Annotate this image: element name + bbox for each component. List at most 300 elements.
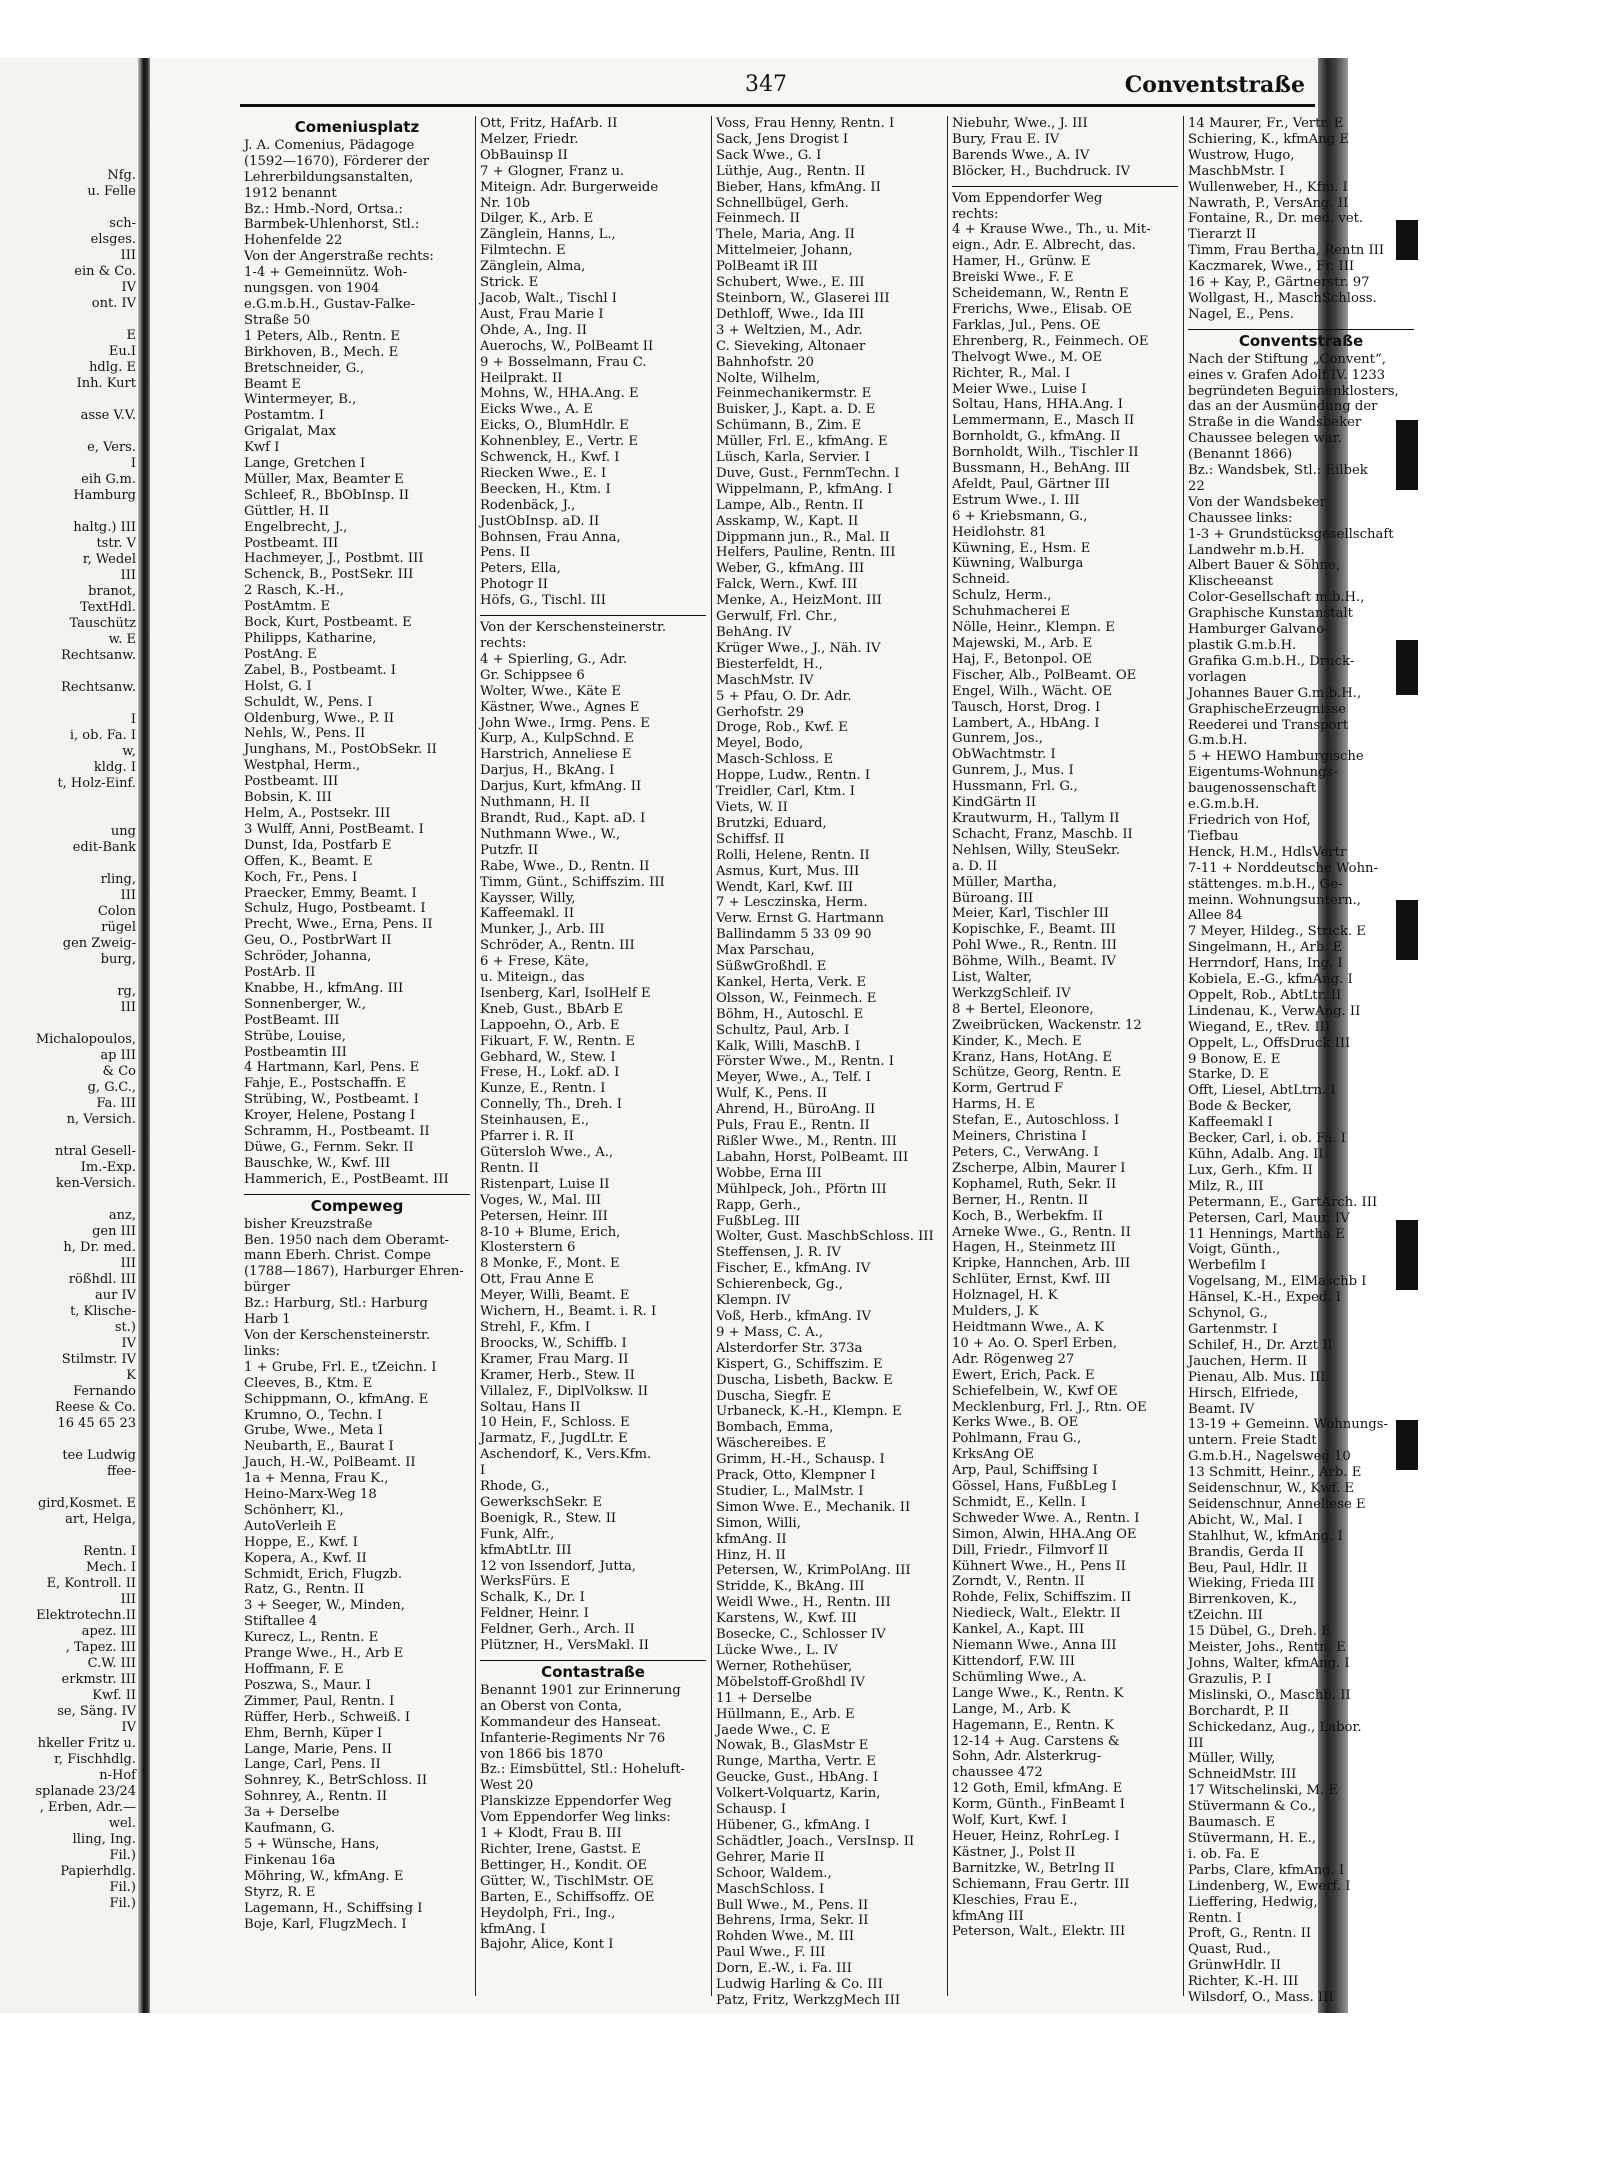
directory-entry: tZeichn. III bbox=[1188, 1608, 1263, 1624]
directory-entry: Bode & Becker, bbox=[1188, 1099, 1292, 1115]
directory-entry: Bretschneider, G., bbox=[244, 360, 365, 376]
directory-entry: Schynol, G., bbox=[1188, 1306, 1268, 1322]
section-rule bbox=[1188, 329, 1414, 330]
directory-entry: Lambert, A., HbAng. I bbox=[952, 715, 1100, 731]
directory-entry: Kästner, Wwe., Agnes E bbox=[480, 699, 640, 715]
fragment-line: r, Fischhdlg. bbox=[54, 1752, 136, 1767]
directory-entry: Bz.: Hmb.-Nord, Ortsa.: bbox=[244, 201, 403, 217]
fragment-line: Im.-Exp. bbox=[80, 1160, 136, 1175]
directory-entry: Hüllmann, E., Arb. E bbox=[716, 1706, 855, 1722]
fragment-line: splanade 23/24 bbox=[35, 1784, 136, 1799]
directory-entry: Schiering, K., kfmAng E bbox=[1188, 131, 1349, 147]
directory-entry: Düwe, G., Fernm. Sekr. II bbox=[244, 1140, 414, 1155]
directory-entry: Simon, Alwin, HHA.Ang OE bbox=[952, 1526, 1137, 1542]
directory-entry: Von der Kerschensteinerstr. bbox=[480, 620, 667, 636]
directory-entry: Bieber, Hans, kfmAng. II bbox=[716, 179, 881, 195]
directory-entry: Barends Wwe., A. IV bbox=[952, 147, 1090, 163]
directory-entry: 6 + Kriebsmann, G., bbox=[952, 508, 1088, 524]
directory-entry: 3a + Derselbe bbox=[244, 1805, 340, 1821]
running-head: Conventstraße bbox=[1124, 72, 1305, 98]
directory-entry: 5 + Pfau, O. Dr. Adr. bbox=[716, 688, 852, 704]
directory-entry: Oppelt, Rob., AbtLtr. II bbox=[1188, 987, 1342, 1003]
directory-entry: Thelvogt Wwe., M. OE bbox=[952, 349, 1103, 365]
directory-entry: Hamer, H., Grünw. E bbox=[952, 254, 1091, 270]
directory-entry: Precht, Wwe., Erna, Pens. II bbox=[244, 917, 433, 933]
directory-entry: Kohnenbley, E., Vertr. E bbox=[480, 434, 639, 450]
directory-entry: 1 Peters, Alb., Rentn. E bbox=[244, 328, 401, 344]
directory-entry: Riecken Wwe., E. I bbox=[480, 465, 607, 481]
directory-entry: Knabbe, H., kfmAng. III bbox=[244, 980, 404, 996]
directory-entry: Fontaine, R., Dr. med. vet. bbox=[1188, 211, 1364, 227]
directory-entry: Kobiela, E.-G., kfmAng. I bbox=[1188, 972, 1353, 988]
directory-entry: Falck, Wern., Kwf. III bbox=[716, 577, 858, 593]
directory-entry: Kühn, Adalb. Ang. II bbox=[1188, 1147, 1324, 1162]
directory-entry: 15 Dübel, G., Dreh. E bbox=[1188, 1624, 1331, 1640]
directory-entry: Albert Bauer & Söhne, bbox=[1188, 558, 1341, 574]
directory-entry: Wippelmann, P., kfmAng. I bbox=[716, 481, 893, 497]
directory-entry: Feinmech. II bbox=[716, 211, 800, 227]
directory-entry: Arneke Wwe., G., Rentn. II bbox=[952, 1224, 1131, 1240]
directory-entry: Gütersloh Wwe., A., bbox=[480, 1145, 614, 1160]
directory-entry: Schütze, Georg, Rentn. E bbox=[952, 1065, 1122, 1081]
fragment-line bbox=[0, 1128, 136, 1144]
directory-entry: bisher Kreuzstraße bbox=[244, 1216, 373, 1232]
directory-entry: Tausch, Horst, Drog. I bbox=[952, 699, 1101, 715]
directory-entry: 8 Monke, F., Mont. E bbox=[480, 1256, 620, 1272]
directory-entry: Lange, Marie, Pens. II bbox=[244, 1741, 392, 1757]
directory-entry: Nuthmann, H. II bbox=[480, 795, 590, 811]
directory-entry: Schubert, Wwe., E. III bbox=[716, 275, 865, 291]
directory-entry: Rohden Wwe., M. III bbox=[716, 1929, 855, 1945]
directory-entry: Schneid. bbox=[952, 572, 1011, 588]
directory-entry: Schnellbügel, Gerh. bbox=[716, 195, 849, 211]
fragment-line bbox=[0, 696, 136, 712]
page-header bbox=[240, 72, 1315, 106]
directory-entry: MaschSchloss. I bbox=[716, 1881, 825, 1897]
directory-entry: Hammerich, E., PostBeamt. III bbox=[244, 1171, 449, 1187]
directory-entry: Chaussee belegen war. bbox=[1188, 431, 1342, 447]
fragment-line: K bbox=[126, 1368, 136, 1383]
directory-entry: PostArb. II bbox=[244, 965, 316, 981]
directory-entry: Herrndorf, Hans, Ing. I bbox=[1188, 956, 1343, 972]
directory-entry: Hoppe, Ludw., Rentn. I bbox=[716, 768, 871, 784]
directory-entry: Bz.: Harburg, Stl.: Harburg bbox=[244, 1296, 428, 1312]
fragment-line: e, Vers. bbox=[87, 440, 136, 455]
directory-entry: 1912 benannt bbox=[244, 185, 337, 201]
directory-entry: Strick. E bbox=[480, 275, 539, 291]
fragment-line: 16 45 65 23 bbox=[57, 1416, 136, 1431]
directory-entry: Schümling Wwe., A. bbox=[952, 1669, 1087, 1685]
fragment-line bbox=[0, 1432, 136, 1448]
fragment-line: Fil.) bbox=[109, 1896, 136, 1911]
directory-entry: 10 Hein, F., Schloss. E bbox=[480, 1415, 630, 1431]
fragment-line: ung bbox=[110, 824, 136, 839]
directory-entry: Boje, Karl, FlugzMech. I bbox=[244, 1916, 407, 1932]
section-rule bbox=[244, 1194, 470, 1195]
directory-entry: Kästner, J., Polst II bbox=[952, 1844, 1076, 1860]
directory-entry: Darjus, H., BkAng. I bbox=[480, 763, 615, 779]
directory-entry: Kroyer, Helene, Postang I bbox=[244, 1108, 416, 1124]
directory-entry: 13 Schmitt, Heinr., Arb. E bbox=[1188, 1465, 1362, 1481]
directory-entry: Tiefbau bbox=[1188, 828, 1239, 844]
directory-entry: Offt, Liesel, AbtLtrn. I bbox=[1188, 1083, 1336, 1099]
directory-entry: 3 Wulff, Anni, PostBeamt. I bbox=[244, 821, 424, 837]
directory-entry: Rodenbäck, J., bbox=[480, 497, 576, 513]
directory-entry: Borchardt, P. II bbox=[1188, 1703, 1290, 1719]
directory-entry: Stiftallee 4 bbox=[244, 1614, 318, 1630]
directory-entry: Petersen, Heinr. III bbox=[480, 1208, 608, 1224]
directory-entry: Ott, Frau Anne E bbox=[480, 1272, 594, 1288]
directory-entry: Mittelmeier, Johann, bbox=[716, 243, 853, 259]
directory-entry: Bz.: Eimsbüttel, Stl.: Hoheluft- bbox=[480, 1762, 685, 1778]
directory-entry: Masch-Schloss. E bbox=[716, 752, 834, 768]
directory-entry: Estrum Wwe., I. III bbox=[952, 492, 1080, 508]
directory-entry: Lüsch, Karla, Servier. I bbox=[716, 450, 870, 466]
directory-entry: Kramer, Herb., Stew. II bbox=[480, 1367, 635, 1383]
directory-entry: plastik G.m.b.H. bbox=[1188, 638, 1297, 653]
fragment-line: gen Zweig- bbox=[62, 936, 136, 951]
directory-entry: Wolter, Wwe., Käte E bbox=[480, 683, 622, 699]
fragment-line: branot, bbox=[88, 584, 136, 599]
directory-entry: Barmbek-Uhlenhorst, Stl.: bbox=[244, 217, 420, 233]
directory-entry: Vom Eppendorfer Weg links: bbox=[480, 1810, 671, 1826]
directory-entry: Seidenschnur, W., Kwf. E bbox=[1188, 1481, 1355, 1497]
directory-entry: Steinhausen, E., bbox=[480, 1113, 590, 1129]
directory-entry: Lücke Wwe., L. IV bbox=[716, 1643, 838, 1658]
directory-entry: Kopera, A., Kwf. II bbox=[244, 1550, 367, 1566]
directory-entry: MaschMstr. IV bbox=[716, 672, 814, 688]
directory-entry: Sohnrey, A., Rentn. II bbox=[244, 1789, 388, 1805]
fragment-line: n-Hof bbox=[99, 1768, 136, 1783]
directory-entry: 6 + Frese, Käte, bbox=[480, 954, 590, 970]
fragment-line bbox=[0, 312, 136, 328]
fragment-line: Fil.) bbox=[109, 1848, 136, 1863]
directory-entry: Höfs, G., Tischl. III bbox=[480, 593, 607, 609]
fragment-line: E, Kontroll. II bbox=[46, 1576, 136, 1591]
fragment-line: Kwf. II bbox=[92, 1688, 136, 1703]
directory-entry: Bock, Kurt, Postbeamt. E bbox=[244, 615, 412, 631]
directory-entry: Petersen, Carl, Maur. IV bbox=[1188, 1210, 1350, 1226]
directory-entry: 17 Witschelinski, M. E bbox=[1188, 1783, 1339, 1799]
directory-entry: Darjus, Kurt, kfmAng. II bbox=[480, 779, 642, 795]
directory-entry: Buisker, J., Kapt. a. D. E bbox=[716, 402, 876, 418]
directory-entry: Bobsin, K. III bbox=[244, 790, 332, 806]
directory-entry: Berner, H., Rentn. II bbox=[952, 1192, 1089, 1208]
directory-entry: Johns, Walter, kfmAng. I bbox=[1188, 1656, 1350, 1671]
directory-entry: kfmAbtLtr. III bbox=[480, 1542, 572, 1558]
fragment-line bbox=[0, 424, 136, 440]
directory-entry: e.G.m.b.H. bbox=[1188, 797, 1260, 813]
directory-entry: Nehls, W., Pens. II bbox=[244, 726, 366, 742]
directory-entry: Hänsel, K.-H., Exped. I bbox=[1188, 1290, 1341, 1306]
directory-entry: Pohl Wwe., R., Rentn. III bbox=[952, 938, 1117, 954]
directory-entry: Putzfr. II bbox=[480, 842, 539, 858]
directory-entry: PolBeamt iR III bbox=[716, 259, 818, 275]
directory-entry: Klosterstern 6 bbox=[480, 1240, 576, 1256]
fragment-line: I bbox=[130, 712, 136, 727]
directory-entry: Menke, A., HeizMont. III bbox=[716, 593, 882, 609]
fragment-line: Inh. Kurt bbox=[76, 376, 136, 391]
directory-entry: Schiffsf. II bbox=[716, 831, 785, 847]
directory-entry: Ratz, G., Rentn. II bbox=[244, 1582, 365, 1598]
directory-entry: Feldner, Gerh., Arch. II bbox=[480, 1622, 635, 1638]
directory-entry: Kaczmarek, Wwe., Fr. III bbox=[1188, 259, 1355, 275]
directory-entry: Dilger, K., Arb. E bbox=[480, 211, 594, 227]
directory-entry: J. A. Comenius, Pädagoge bbox=[244, 137, 415, 153]
directory-entry: i. ob. Fa. E bbox=[1188, 1846, 1260, 1862]
directory-entry: Lieffering, Hedwig, bbox=[1188, 1894, 1318, 1910]
directory-entry: Melzer, Friedr. bbox=[480, 131, 579, 147]
directory-entry: Bz.: Wandsbek, Stl.: Eilbek bbox=[1188, 463, 1368, 479]
fragment-line: Rechtsanw. bbox=[61, 648, 136, 663]
directory-entry: Schuhmacherei E bbox=[952, 604, 1071, 620]
directory-entry: 8-10 + Blume, Erich, bbox=[480, 1224, 621, 1240]
directory-entry: Puls, Frau E., Rentn. II bbox=[716, 1118, 870, 1134]
fragment-line bbox=[0, 1480, 136, 1496]
directory-entry: Böhme, Wilh., Beamt. IV bbox=[952, 954, 1116, 970]
directory-entry: Fahje, E., Postschaffn. E bbox=[244, 1076, 406, 1092]
directory-entry: (1592—1670), Förderer der bbox=[244, 153, 430, 169]
directory-entry: Chaussee links: bbox=[1188, 510, 1293, 526]
directory-entry: Niemann Wwe., Anna III bbox=[952, 1638, 1117, 1654]
fragment-line: burg, bbox=[100, 952, 136, 967]
directory-entry: Kaufmann, G. bbox=[244, 1821, 336, 1837]
directory-entry: 9 + Mass, C. A., bbox=[716, 1324, 824, 1340]
directory-entry: Schuldt, W., Pens. I bbox=[244, 694, 373, 710]
directory-entry: Heydolph, Fri., Ing., bbox=[480, 1905, 616, 1921]
directory-entry: Von der Angerstraße rechts: bbox=[244, 249, 434, 265]
fragment-line bbox=[0, 392, 136, 408]
directory-entry: Koch, Fr., Pens. I bbox=[244, 869, 358, 885]
directory-entry: Sack, Jens Drogist I bbox=[716, 131, 849, 147]
directory-entry: Beu, Paul, Hdlr. II bbox=[1188, 1560, 1308, 1576]
directory-entry: JustObInsp. aD. II bbox=[480, 513, 600, 529]
directory-entry: Baumasch. E bbox=[1188, 1815, 1276, 1831]
directory-entry: 1-3 + Grundstücksgesellschaft bbox=[1188, 526, 1394, 542]
directory-entry: kfmAng. II bbox=[716, 1531, 787, 1547]
directory-entry: Von der Wandsbeker bbox=[1188, 494, 1326, 510]
directory-entry: Ludwig Harling & Co. III bbox=[716, 1977, 883, 1993]
directory-entry: u. Miteign., das bbox=[480, 970, 585, 986]
directory-entry: Gütter, W., TischlMstr. OE bbox=[480, 1873, 654, 1889]
directory-entry: Farklas, Jul., Pens. OE bbox=[952, 317, 1101, 333]
directory-entry: Parbs, Clare, kfmAng. I bbox=[1188, 1862, 1345, 1878]
directory-entry: Klempn. IV bbox=[716, 1293, 791, 1309]
directory-entry: bürger bbox=[244, 1280, 290, 1296]
directory-entry: Philipps, Katharine, bbox=[244, 631, 377, 646]
directory-entry: Auerochs, W., PolBeamt II bbox=[480, 338, 654, 354]
directory-entry: Feinmechanikermstr. E bbox=[716, 386, 872, 402]
directory-entry: Hagen, H., Steinmetz III bbox=[952, 1240, 1116, 1256]
directory-entry: Engel, Wilh., Wächt. OE bbox=[952, 683, 1113, 699]
directory-entry: Müller, Frl. E., kfmAng. E bbox=[716, 434, 888, 450]
directory-entry: Kankel, A., Kapt. III bbox=[952, 1622, 1085, 1638]
directory-entry: Petersen, W., KrimPolAng. III bbox=[716, 1563, 911, 1579]
directory-entry: Lappoehn, O., Arb. E bbox=[480, 1017, 620, 1033]
directory-entry: Volkert-Volquartz, Karin, bbox=[716, 1786, 881, 1802]
directory-entry: Rißler Wwe., M., Rentn. III bbox=[716, 1134, 897, 1149]
directory-entry: Kispert, G., Schiffszim. E bbox=[716, 1356, 883, 1372]
directory-entry: Schmidt, E., Kelln. I bbox=[952, 1494, 1086, 1510]
directory-entry: Poszwa, S., Maur. I bbox=[244, 1677, 371, 1693]
directory-entry: Bull Wwe., M., Pens. II bbox=[716, 1897, 869, 1913]
directory-entry: AutoVerleih E bbox=[244, 1518, 337, 1534]
directory-entry: Gerhofstr. 29 bbox=[716, 704, 805, 720]
directory-entry: Bohnsen, Frau Anna, bbox=[480, 529, 621, 545]
street-heading: Conventstraße bbox=[1238, 331, 1364, 350]
directory-entry: Strehl, F., Kfm. I bbox=[480, 1319, 591, 1335]
directory-entry: Geu, O., PostbrWart II bbox=[244, 933, 392, 949]
column-divider bbox=[711, 116, 712, 1996]
directory-entry: Lange, M., Arb. K bbox=[952, 1701, 1071, 1717]
directory-entry: 14 Maurer, Fr., Vertr. E bbox=[1188, 116, 1344, 131]
directory-entry: Schweder Wwe. A., Rentn. I bbox=[952, 1510, 1140, 1526]
directory-column-5 bbox=[1188, 116, 1414, 2006]
directory-entry: Kühnert Wwe., H., Pens II bbox=[952, 1558, 1126, 1574]
fragment-line bbox=[0, 1016, 136, 1032]
directory-entry: PostAng. E bbox=[244, 646, 317, 662]
section-rule bbox=[480, 615, 706, 616]
directory-entry: Nowak, B., GlasMstr E bbox=[716, 1738, 869, 1754]
directory-entry: Niebuhr, Wwe., J. III bbox=[952, 116, 1088, 131]
directory-entry: Patz, Fritz, WerkzgMech III bbox=[716, 1992, 901, 2008]
directory-entry: Connelly, Th., Dreh. I bbox=[480, 1097, 622, 1113]
directory-entry: Förster Wwe., M., Rentn. I bbox=[716, 1054, 894, 1070]
directory-entry: Ohde, A., Ing. II bbox=[480, 322, 587, 338]
directory-entry: Müller, Max, Beamter E bbox=[244, 471, 404, 487]
directory-entry: Duscha, Lisbeth, Backw. E bbox=[716, 1372, 893, 1388]
fragment-line: gen III bbox=[92, 1224, 136, 1239]
directory-entry: Birkhoven, B., Mech. E bbox=[244, 344, 399, 360]
directory-entry: 4 Hartmann, Karl, Pens. E bbox=[244, 1060, 420, 1076]
directory-entry: vorlagen bbox=[1188, 669, 1247, 685]
directory-entry: 12-14 + Aug. Carstens & bbox=[952, 1733, 1120, 1749]
directory-entry: Prack, Otto, Klempner I bbox=[716, 1468, 876, 1484]
fragment-line: st.) bbox=[114, 1320, 136, 1335]
fragment-line: tstr. V bbox=[96, 536, 136, 551]
fragment-line: ont. IV bbox=[91, 296, 136, 311]
directory-entry: Wulf, K., Pens. II bbox=[716, 1086, 828, 1102]
directory-entry: Bauschke, W., Kwf. III bbox=[244, 1155, 391, 1171]
street-heading: Compeweg bbox=[310, 1196, 404, 1215]
directory-entry: Meister, Johs., Rentn. E bbox=[1188, 1640, 1346, 1656]
directory-entry: Ott, Fritz, HafArb. II bbox=[480, 116, 618, 131]
section-rule bbox=[480, 1660, 706, 1661]
directory-entry: Grazulis, P. I bbox=[1188, 1671, 1272, 1687]
directory-entry: Rohde, Felix, Schiffszim. II bbox=[952, 1590, 1132, 1606]
directory-entry: Landwehr m.b.H. bbox=[1188, 542, 1305, 558]
directory-entry: Kerks Wwe., B. OE bbox=[952, 1415, 1079, 1431]
directory-entry: List, Walter, bbox=[952, 970, 1033, 986]
directory-entry: Gunrem, J., Mus. I bbox=[952, 763, 1074, 779]
directory-entry: Werner, Rothehüser, bbox=[716, 1658, 853, 1674]
directory-entry: Möbelstoff-Großhdl IV bbox=[716, 1674, 865, 1690]
directory-column-1 bbox=[244, 116, 470, 1996]
directory-entry: Milz, R., III bbox=[1188, 1178, 1264, 1194]
directory-entry: Helm, A., Postsekr. III bbox=[244, 805, 391, 821]
directory-entry: Schulz, Hugo, Postbeamt. I bbox=[244, 901, 426, 917]
street-heading: Comeniusplatz bbox=[294, 118, 420, 136]
directory-entry: Kranz, Hans, HotAng. E bbox=[952, 1049, 1113, 1065]
directory-entry: Mislinski, O., Maschb. II bbox=[1188, 1687, 1351, 1703]
directory-entry: Schickedanz, Aug., Labor. bbox=[1188, 1719, 1362, 1735]
directory-entry: 4 + Krause Wwe., Th., u. Mit- bbox=[952, 222, 1151, 238]
directory-entry: Hoppe, E., Kwf. I bbox=[244, 1534, 358, 1550]
directory-entry: Schacht, Franz, Maschb. II bbox=[952, 826, 1133, 842]
directory-entry: Beecken, H., Ktm. I bbox=[480, 481, 611, 497]
directory-entry: Zorndt, V., Rentn. II bbox=[952, 1574, 1085, 1590]
directory-entry: Stahlhut, W., kfmAng. I bbox=[1188, 1528, 1343, 1544]
directory-entry: a. D. II bbox=[952, 858, 998, 874]
directory-entry: Lemmermann, E., Masch II bbox=[952, 413, 1135, 429]
fragment-line: ap III bbox=[100, 1048, 136, 1063]
fragment-line: h, Dr. med. bbox=[63, 1240, 136, 1255]
directory-entry: 9 Bonow, E. E bbox=[1188, 1051, 1281, 1067]
directory-entry: Oppelt, L., OffsDruck III bbox=[1188, 1035, 1351, 1051]
directory-entry: Bettinger, H., Kondit. OE bbox=[480, 1857, 648, 1873]
fragment-line: Colon bbox=[97, 904, 136, 919]
directory-entry: Möhring, W., kfmAng. E bbox=[244, 1868, 404, 1884]
directory-entry: Studier, L., MalMstr. I bbox=[716, 1483, 864, 1499]
fragment-line: r, Wedel bbox=[82, 552, 136, 567]
directory-entry: Wolf, Kurt, Kwf. I bbox=[952, 1813, 1067, 1829]
directory-entry: Ewert, Erich, Pack. E bbox=[952, 1367, 1095, 1383]
directory-entry: Meyel, Bodo, bbox=[716, 736, 804, 752]
fragment-line: anz, bbox=[108, 1208, 136, 1223]
directory-entry: Zabel, B., Postbeamt. I bbox=[244, 662, 396, 678]
directory-entry: Wiegand, E., tRev. III bbox=[1188, 1019, 1331, 1035]
directory-entry: Bombach, Emma, bbox=[716, 1420, 834, 1436]
directory-entry: Kittendorf, F.W. III bbox=[952, 1654, 1075, 1669]
fragment-line: rg, bbox=[117, 984, 136, 999]
fragment-line: Eu.I bbox=[108, 344, 136, 359]
fragment-line: lling, Ing. bbox=[72, 1832, 136, 1847]
fragment-line: Stilmstr. IV bbox=[61, 1352, 136, 1367]
directory-entry: Lange, Gretchen I bbox=[244, 456, 366, 472]
directory-entry: meinn. Wohnungsuntern., bbox=[1188, 892, 1361, 908]
column-divider bbox=[1183, 116, 1184, 1996]
fragment-line: Mech. I bbox=[85, 1560, 136, 1575]
directory-entry: Wullenweber, H., Kfm. I bbox=[1188, 179, 1348, 195]
directory-entry: Beamt E bbox=[244, 376, 301, 392]
directory-entry: Schramm, H., Postbeamt. II bbox=[244, 1124, 430, 1140]
directory-entry: Rhode, G., bbox=[480, 1479, 550, 1495]
directory-entry: Abicht, W., Mal. I bbox=[1188, 1512, 1303, 1528]
directory-entry: 2 Rasch, K.-H., bbox=[244, 583, 345, 599]
fragment-line: u. Felle bbox=[87, 184, 136, 199]
directory-entry: Photogr II bbox=[480, 577, 548, 593]
directory-entry: Thele, Maria, Ang. II bbox=[716, 227, 855, 243]
fragment-line: Hamburg bbox=[73, 488, 136, 503]
directory-entry: chaussee 472 bbox=[952, 1765, 1043, 1781]
directory-entry: Funk, Alfr., bbox=[480, 1526, 555, 1542]
directory-entry: Urbaneck, K.-H., Klempn. E bbox=[716, 1404, 902, 1420]
directory-entry: Pohlmann, Frau G., bbox=[952, 1431, 1082, 1447]
directory-entry: Barnitzke, W., BetrIng II bbox=[952, 1860, 1115, 1876]
directory-entry: Brandt, Rud., Kapt. aD. I bbox=[480, 810, 646, 826]
directory-entry: Biesterfeldt, H., bbox=[716, 656, 823, 672]
directory-entry: Ehm, Bernh, Küper I bbox=[244, 1725, 383, 1741]
directory-entry: 7 Meyer, Hildeg., Strick. E bbox=[1188, 924, 1366, 940]
directory-entry: Schalk, K., Dr. I bbox=[480, 1590, 585, 1606]
directory-entry: Villalez, F., DiplVolksw. II bbox=[480, 1383, 649, 1399]
directory-entry: Schädtler, Joach., VersInsp. II bbox=[716, 1833, 915, 1849]
directory-entry: Miteign. Adr. Burgerweide bbox=[480, 179, 659, 195]
directory-entry: Soltau, Hans, HHA.Ang. I bbox=[952, 397, 1124, 413]
directory-entry: begründeten Beguinenklosters, bbox=[1188, 383, 1399, 399]
directory-entry: Graphische Kunstanstalt bbox=[1188, 606, 1353, 622]
fragment-line: III bbox=[120, 248, 136, 263]
